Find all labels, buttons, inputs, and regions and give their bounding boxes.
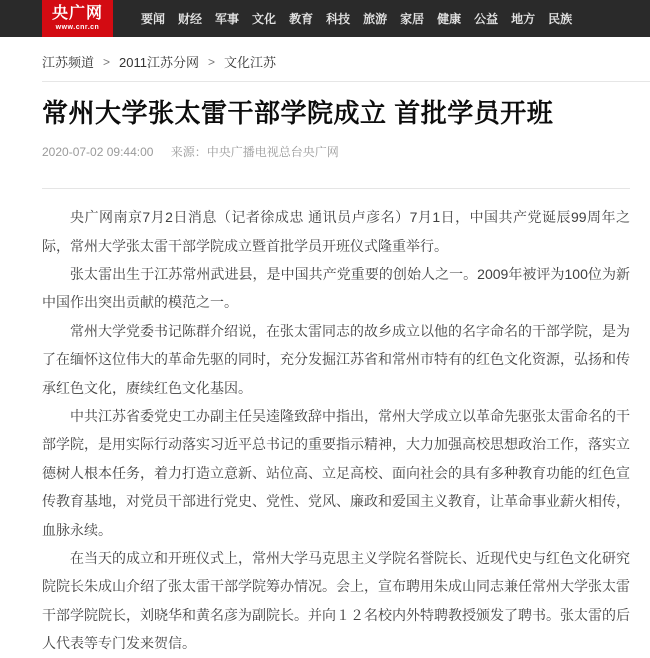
breadcrumb-jiangsu-subnet[interactable]: 2011江苏分网 (119, 55, 199, 70)
article-paragraph: 中共江苏省委党史工办副主任吴逵隆致辞中指出，常州大学成立以革命先驱张太雷命名的干部学院，是用实际行动落实习近平总书记的重要指示精神，大力加强高校思想政治工作，落实立德树人根本任务，着力打造立意新、站位高、立足高校、面向社会的具有多种教育功能的红色宣传教育基地，对党员干部进行党史、党性、党风、廉政和爱国主义教育，让革命事业薪火相传，血脉永续。 (42, 408, 630, 538)
cnr-logo-title: 央广网 (51, 5, 103, 22)
nav-item-ethnic[interactable]: 民族 (548, 12, 573, 26)
article-title: 常州大学张太雷干部学院成立 首批学员开班 (42, 98, 554, 128)
nav-item-military[interactable]: 军事 (215, 12, 240, 26)
breadcrumb-culture-jiangsu[interactable]: 文化江苏 (224, 55, 277, 70)
nav-item-local[interactable]: 地方 (511, 12, 536, 26)
publish-time: 2020-07-02 09:44:00 (42, 145, 154, 160)
breadcrumb (42, 52, 650, 71)
nav-item-news[interactable]: 要闻 (141, 12, 166, 26)
article-source: 来源：中央广播电视总台央广网 (170, 145, 339, 160)
article (42, 98, 630, 658)
nav-item-health[interactable]: 健康 (437, 12, 462, 26)
breadcrumb-separator: > (208, 54, 216, 69)
nav-item-home[interactable]: 家居 (400, 12, 425, 26)
cnr-logo-url: www.cnr.cn (55, 24, 100, 31)
cnr-logo[interactable] (42, 0, 113, 37)
nav-item-travel[interactable]: 旅游 (363, 12, 388, 26)
nav-item-charity[interactable]: 公益 (474, 12, 499, 26)
breadcrumb-container (42, 37, 650, 82)
article-paragraph: 常州大学党委书记陈群介绍说，在张太雷同志的故乡成立以他的名字命名的干部学院，是为了在缅怀这位伟大的革命先驱的同时，充分发掘江苏省和常州市特有的红色文化资源，弘扬和传承红色文化，赓续红色文化基因。 (42, 322, 630, 396)
breadcrumb-jiangsu-channel[interactable]: 江苏频道 (42, 55, 95, 70)
main-nav (141, 0, 572, 37)
breadcrumb-separator: > (103, 54, 111, 69)
article-divider (42, 188, 630, 189)
article-paragraph: 在当天的成立和开班仪式上，常州大学马克思主义学院名誉院长、近现代史与红色文化研究院院长朱成山介绍了张太雷干部学院筹办情况。会上，宣布聘用朱成山同志兼任常州大学张太雷干部学院院长，刘晓华和黄名彦为副院长。并向１２名校内外特聘教授颁发了聘书。张太雷的后人代表等专门发来贺信。 (42, 550, 630, 652)
nav-item-education[interactable]: 教育 (289, 12, 314, 26)
article-body (42, 203, 630, 658)
article-paragraph: 张太雷出生于江苏常州武进县，是中国共产党重要的创始人之一。2009年被评为100位为新中国作出突出贡献的模范之一。 (42, 266, 630, 311)
article-paragraph: 央广网南京7月2日消息（记者徐成忠 通讯员卢彦名）7月1日，中国共产党诞辰99周年之际，常州大学张太雷干部学院成立暨首批学员开班仪式隆重举行。 (42, 209, 630, 254)
nav-item-finance[interactable]: 财经 (178, 12, 203, 26)
nav-item-tech[interactable]: 科技 (326, 12, 351, 26)
top-navigation-bar (0, 0, 650, 37)
nav-item-culture[interactable]: 文化 (252, 12, 277, 26)
article-meta (42, 143, 630, 160)
